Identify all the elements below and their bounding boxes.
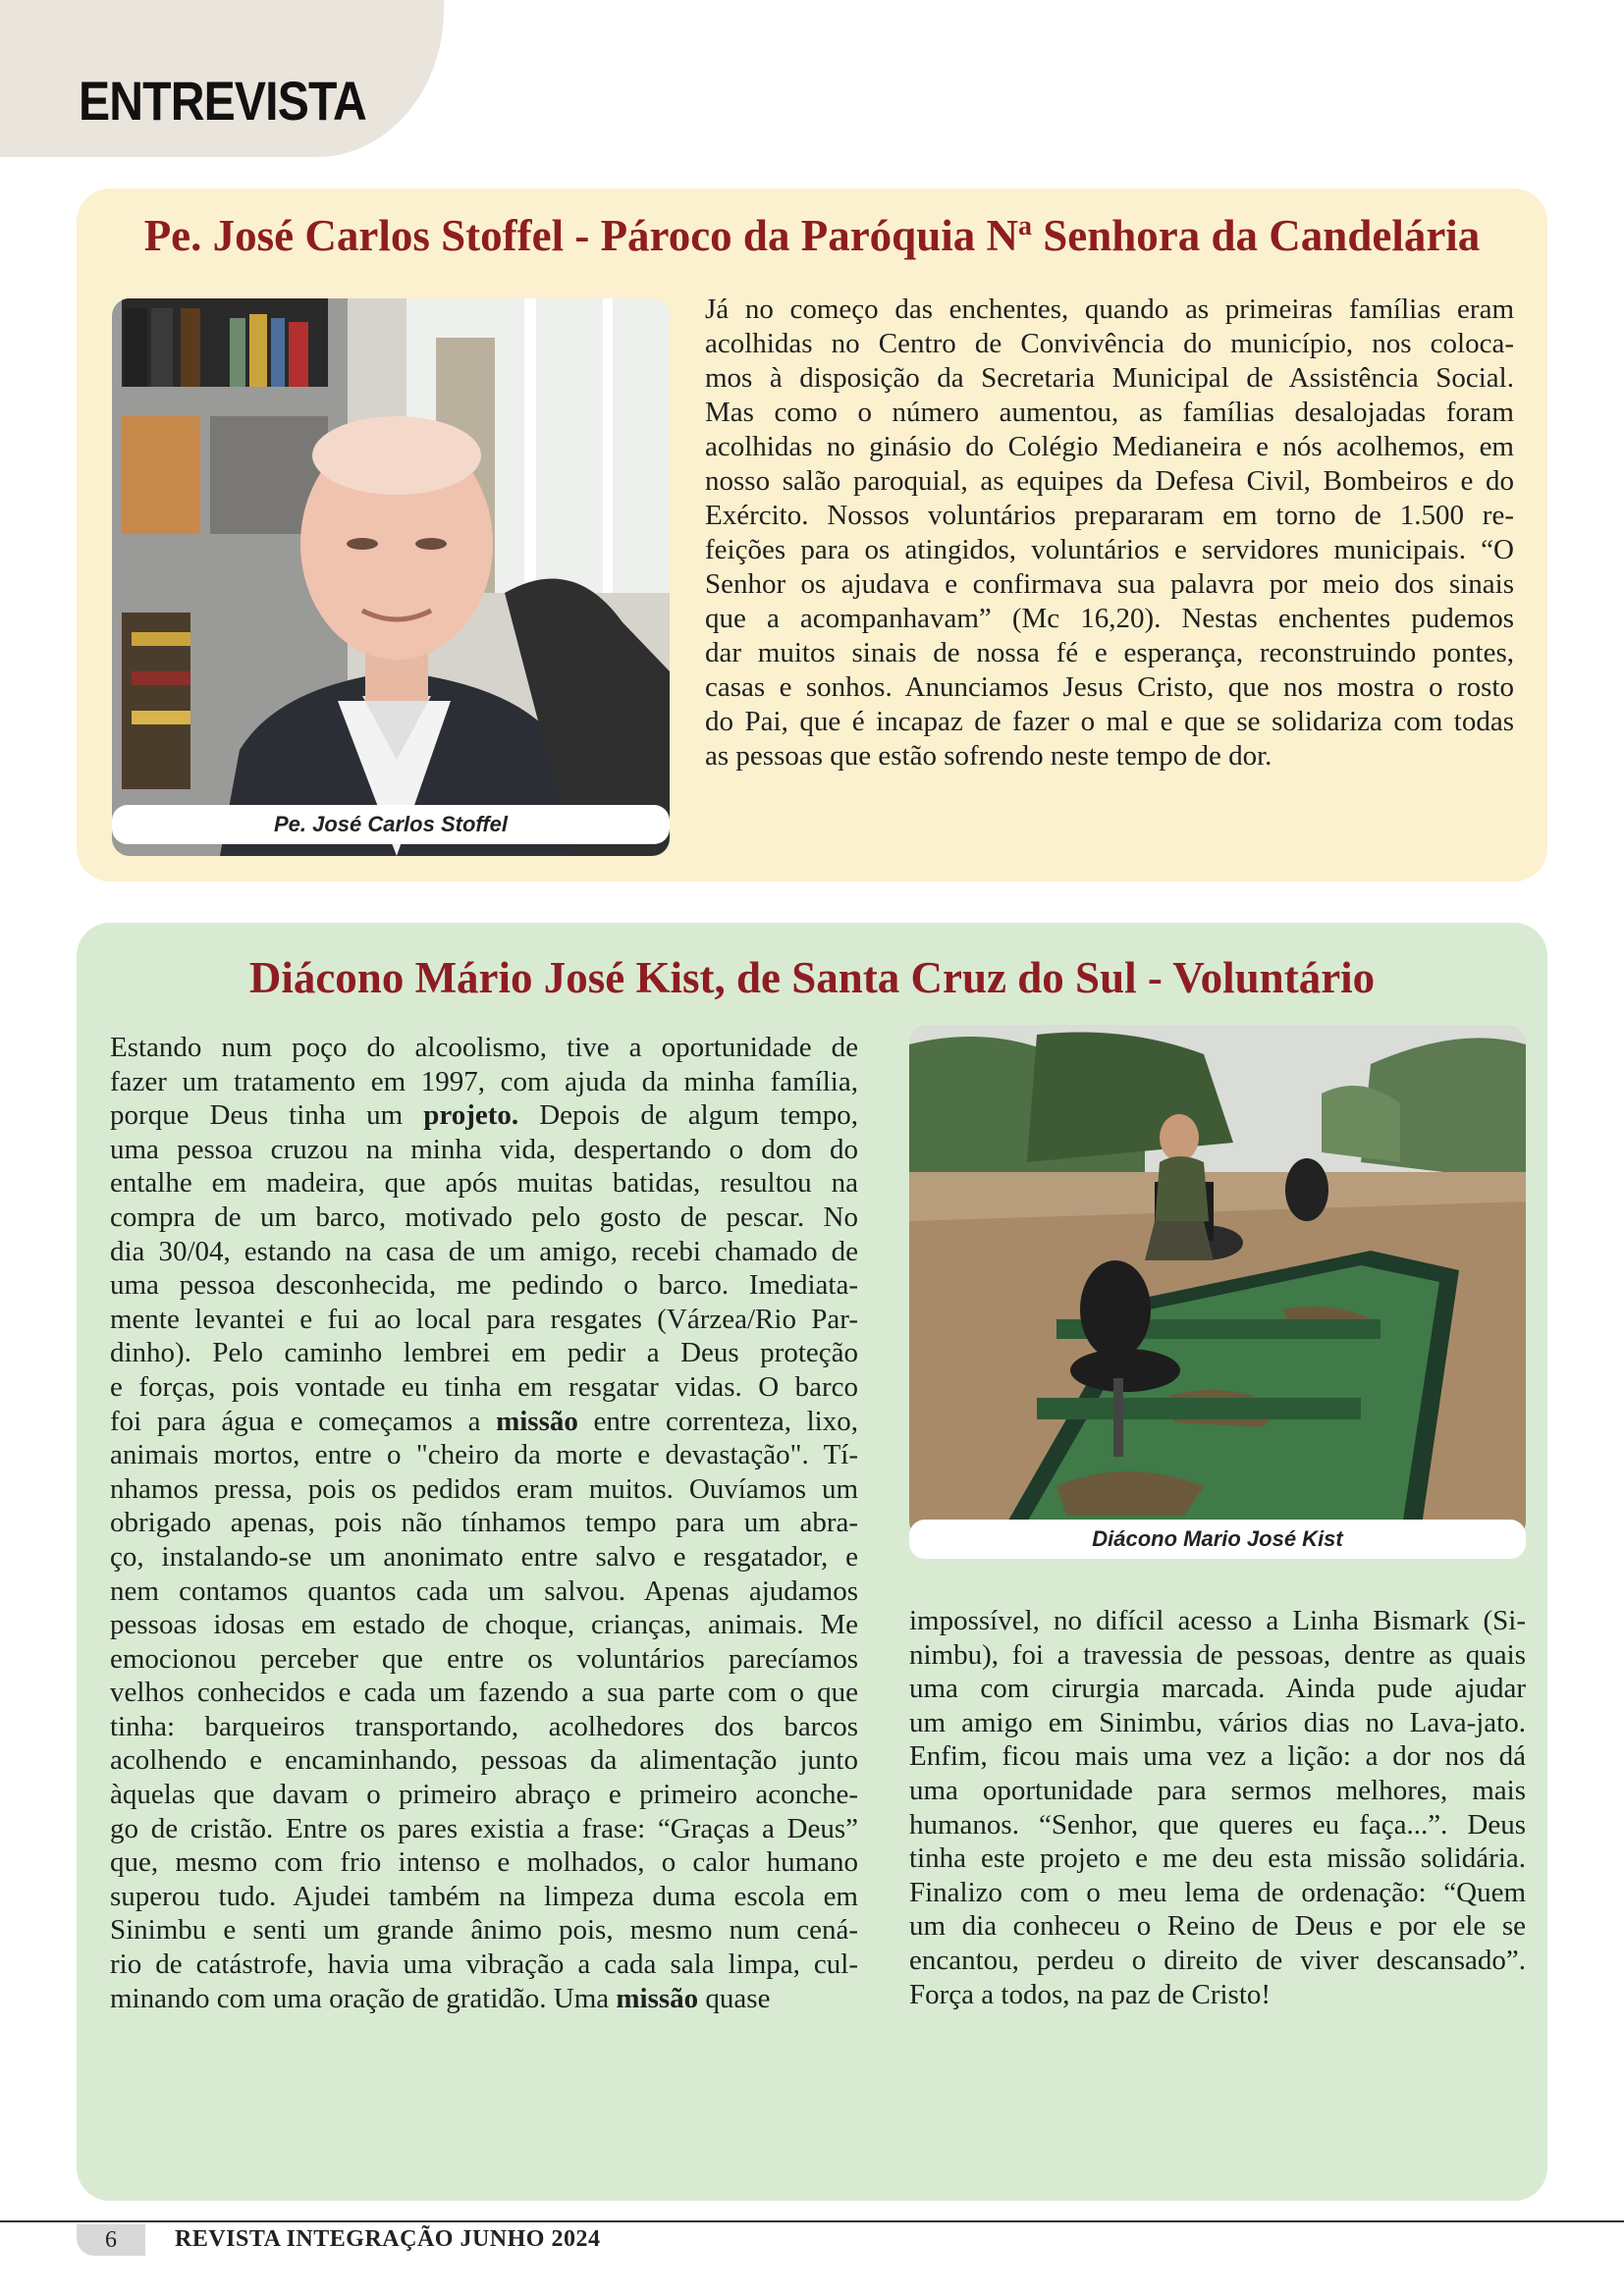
text-line: Mas como o número aumentou, as famílias desalojadas foram [705, 397, 1514, 428]
text-line: dar muitos sinais de nossa fé e esperança, reconstruindo pontes, [705, 637, 1514, 668]
text-line: Finalizo com o meu lema de ordenação: “Quem [909, 1876, 1526, 1908]
article-body-right-column [909, 1604, 1526, 2011]
article-body-left-column [110, 1031, 858, 2015]
text-line: acolhidas no Centro de Convivência do município, nos coloca- [705, 328, 1514, 359]
text-line: e forças, pois vontade eu tinha em resgatar vidas. O barco [110, 1370, 858, 1403]
article-card-stoffel [77, 188, 1547, 881]
article-body [705, 293, 1514, 774]
article-headline: Diácono Mário José Kist, de Santa Cruz do Sul - Voluntário [248, 953, 1376, 1002]
text-line: compra de um barco, motivado pelo gosto de pescar. No [110, 1201, 858, 1233]
article-card-kist [77, 923, 1547, 2201]
text-line: dia 30/04, estando na casa de um amigo, recebi chamado de [110, 1235, 858, 1267]
text-line: rio de catástrofe, havia uma vibração a cada sala limpa, cul- [110, 1949, 858, 1981]
page-number: 6 [77, 2224, 145, 2256]
text-line: emocionou perceber que entre os voluntários parecíamos [110, 1642, 858, 1675]
text-line: superou tudo. Ajudei também na limpeza duma escola em [110, 1880, 858, 1912]
text-line: nhamos pressa, pois os pedidos eram muitos. Ouvíamos um [110, 1472, 858, 1505]
text-line: casas e sonhos. Anunciamos Jesus Cristo, que nos mostra o rosto [705, 671, 1514, 703]
section-title: ENTREVISTA [79, 70, 366, 132]
text-line: obrigado apenas, pois não tínhamos tempo para um abra- [110, 1507, 858, 1539]
text-line: que, mesmo com frio intenso e molhados, o calor humano [110, 1846, 858, 1879]
text-line: nem contamos quantos cada um salvou. Apenas ajudamos [110, 1575, 858, 1607]
text-line: do Pai, que é incapaz de fazer o mal e que se solidariza com todas [705, 706, 1514, 737]
text-line: porque Deus tinha um projeto. Depois de algum tempo, [110, 1099, 858, 1132]
text-line: uma pessoa cruzou na minha vida, despertando o dom do [110, 1133, 858, 1165]
text-line: Sinimbu e senti um grande ânimo pois, mesmo num cená- [110, 1914, 858, 1947]
text-line: uma oportunidade para sermos melhores, mais [909, 1774, 1526, 1806]
text-line: uma com cirurgia marcada. Ainda pude ajudar [909, 1673, 1526, 1705]
deacon-boat-photo [909, 1025, 1526, 1539]
text-line: Enfim, ficou mais uma vez a lição: a dor nos dá [909, 1740, 1526, 1773]
text-line: fazer um tratamento em 1997, com ajuda da minha família, [110, 1065, 858, 1097]
text-line: acolhidas no ginásio do Colégio Medianeira e nós acolhemos, em [705, 431, 1514, 462]
article-headline: Pe. José Carlos Stoffel - Pároco da Paróquia $N^a$ Senhora da Candelária [143, 211, 1481, 260]
text-line: go de cristão. Entre os pares existia a frase: “Graças a Deus” [110, 1812, 858, 1844]
text-line: um dia conheceu o Reino de Deus e por ele se [909, 1910, 1526, 1943]
text-line: humanos. “Senhor, que queres eu faça...”. Deus [909, 1808, 1526, 1841]
text-line: foi para água e começamos a missão entre correnteza, lixo, [110, 1405, 858, 1437]
text-line: velhos conhecidos e cada um fazendo a sua parte com o que [110, 1677, 858, 1709]
text-line: encantou, perdeu o direito de viver descansado”. [909, 1944, 1526, 1976]
text-line: Senhor os ajudava e confirmava sua palavra por meio dos sinais [705, 568, 1514, 600]
text-line: as pessoas que estão sofrendo neste tempo de dor. [705, 740, 1272, 772]
text-line: acolhendo e encaminhando, pessoas da alimentação junto [110, 1744, 858, 1777]
text-line: minando com uma oração de gratidão. Uma missão quase [110, 1982, 771, 2014]
footer-rule [0, 2220, 1624, 2222]
photo-caption: Diácono Mario José Kist [909, 1520, 1526, 1559]
text-line: àquelas que davam o primeiro abraço e primeiro aconche- [110, 1779, 858, 1811]
text-line: tinha: barqueiros transportando, acolhedores dos barcos [110, 1710, 858, 1742]
photo-caption: Pe. José Carlos Stoffel [112, 805, 670, 844]
text-line: Força a todos, na paz de Cristo! [909, 1978, 1272, 2010]
text-line: feições para os atingidos, voluntários e servidores municipais. “O [705, 534, 1514, 565]
text-line: Exército. Nossos voluntários prepararam em torno de 1.500 re- [705, 500, 1514, 531]
publication-name: REVISTA INTEGRAÇÃO JUNHO 2024 [175, 2226, 601, 2252]
text-line: tinha este projeto e me deu esta missão solidária. [909, 1842, 1526, 1875]
text-line: que a acompanhavam” (Mc 16,20). Nestas enchentes pudemos [705, 603, 1514, 634]
priest-photo [112, 298, 670, 856]
text-line: Já no começo das enchentes, quando as primeiras famílias eram [705, 294, 1514, 325]
text-line: entalhe em madeira, que após muitas batidas, resultou na [110, 1167, 858, 1200]
text-line: dinho). Pelo caminho lembrei em pedir a Deus proteção [110, 1337, 858, 1369]
text-line: mos à disposição da Secretaria Municipal de Assistência Social. [705, 362, 1514, 394]
text-line: ço, instalando-se um anonimato entre salvo e resgatador, e [110, 1540, 858, 1573]
text-line: um amigo em Sinimbu, vários dias no Lava-jato. [909, 1706, 1526, 1738]
text-line: uma pessoa desconhecida, me pedindo o barco. Imediata- [110, 1269, 858, 1302]
text-line: impossível, no difícil acesso a Linha Bismark (Si- [909, 1605, 1526, 1636]
text-line: nosso salão paroquial, as equipes da Defesa Civil, Bombeiros e do [705, 465, 1514, 497]
text-line: pessoas idosas em estado de choque, crianças, animais. Me [110, 1609, 858, 1641]
text-line: animais mortos, entre o "cheiro da morte e devastação". Tí- [110, 1439, 858, 1471]
text-line: mente levantei e fui ao local para resgates (Várzea/Rio Par- [110, 1303, 858, 1335]
text-line: Estando num poço do alcoolismo, tive a oportunidade de [110, 1032, 858, 1063]
text-line: nimbu), foi a travessia de pessoas, dentre as quais [909, 1638, 1526, 1671]
